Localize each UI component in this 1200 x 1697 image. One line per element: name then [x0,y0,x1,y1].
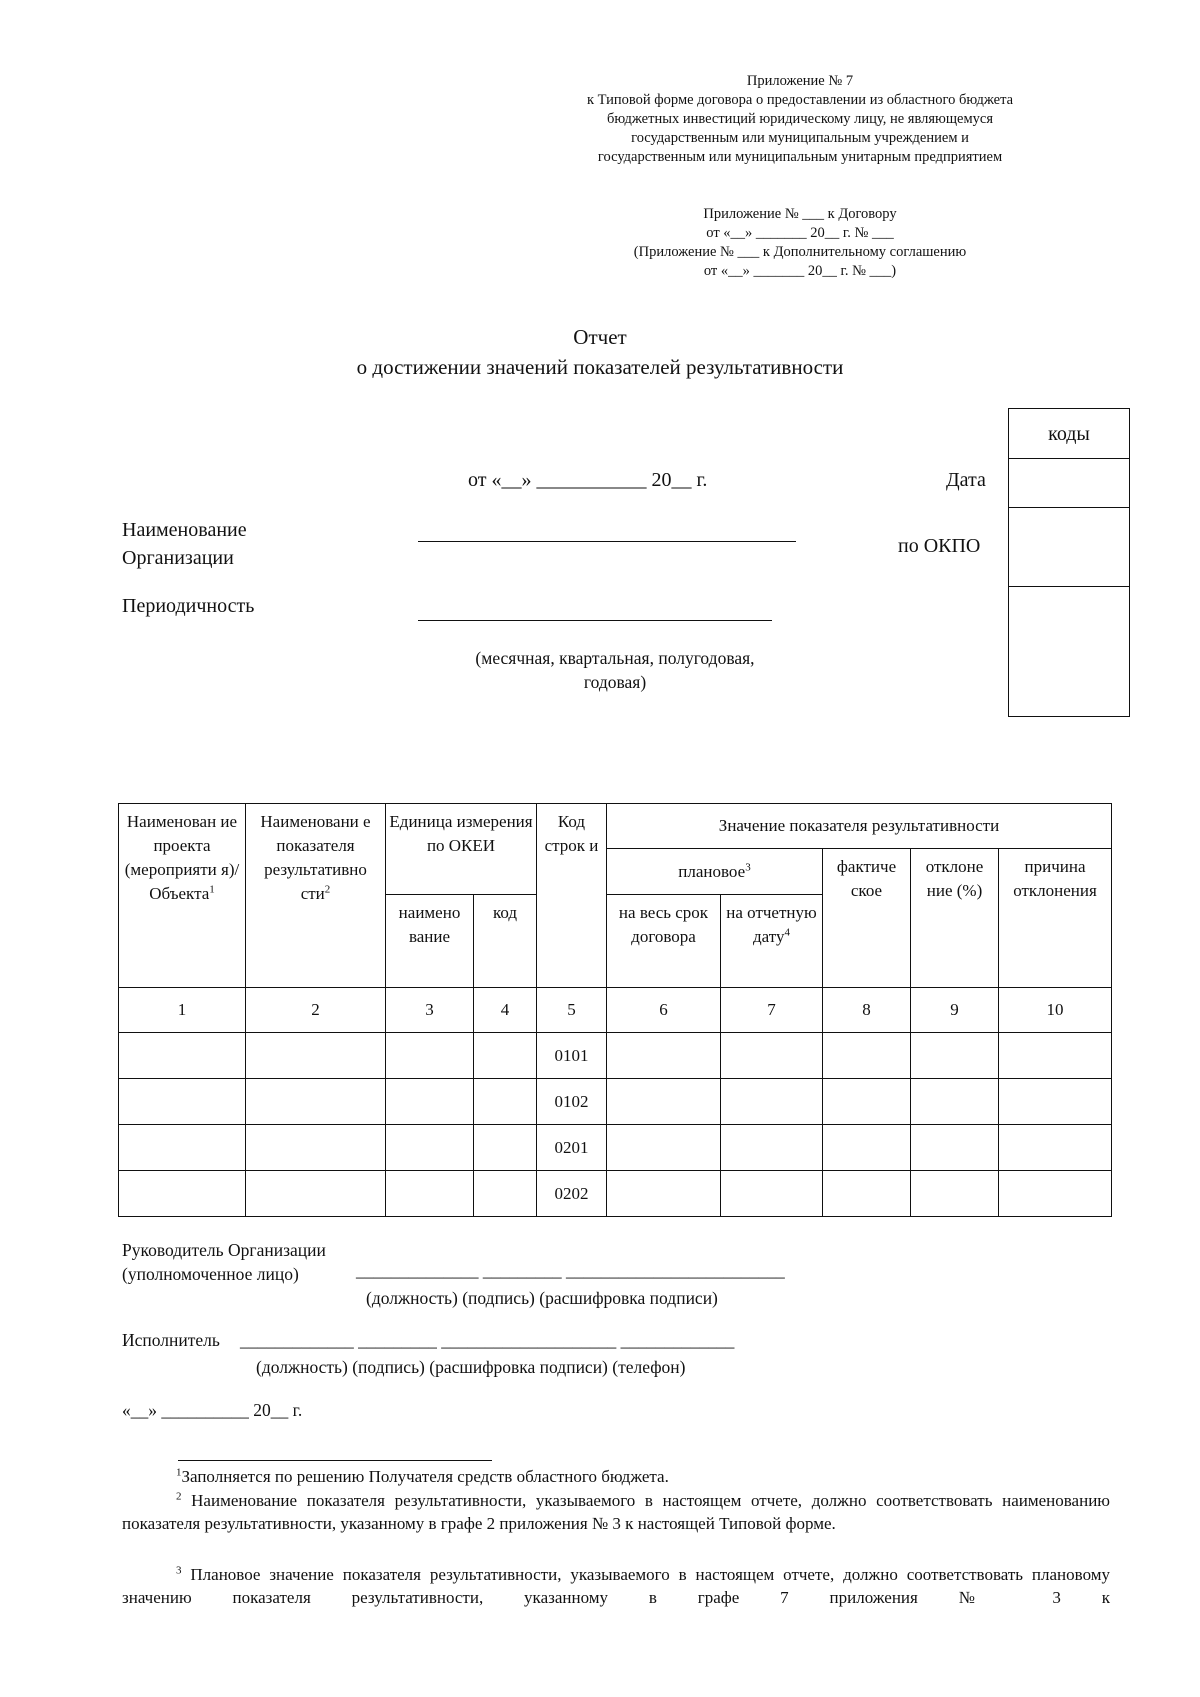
row-code: 0201 [537,1125,607,1171]
footnote-mark: 3 [176,1564,182,1577]
table-cell[interactable] [911,1033,999,1079]
table-cell[interactable] [721,1171,823,1217]
org-label-line2: Организации [122,547,234,569]
footnote-ref: 2 [324,883,331,896]
row-code: 0202 [537,1171,607,1217]
column-number: 4 [474,988,537,1033]
contract-ref-line: Приложение № ___ к Договору [703,206,897,222]
table-cell[interactable] [721,1125,823,1171]
head-label-line2: (уполномоченное лицо) [122,1264,299,1284]
periodicity-hint-line2: годовая) [583,672,647,692]
header-value: Значение показателя результативности [607,804,1112,849]
footnote-mark: 2 [176,1490,182,1503]
table-cell[interactable] [999,1125,1112,1171]
report-title-line1: Отчет [573,325,627,349]
table-cell[interactable] [823,1171,911,1217]
table-cell[interactable] [721,1033,823,1079]
report-title [300,322,900,382]
periodicity-label: Периодичность [122,595,255,617]
contract-ref-line: от «__» _______ 20__ г. № ___) [703,263,897,279]
header-reason: причина отклонения [999,849,1112,988]
table-cell[interactable] [823,1033,911,1079]
codes-header: коды [1009,409,1129,459]
footnote-ref: 3 [745,860,751,873]
executor-hint: (должность) (подпись) (расшифровка подписи) (телефон) [256,1357,686,1377]
footnote-ref: 1 [209,883,215,896]
table-cell[interactable] [246,1033,386,1079]
annex-header-line: к Типовой форме договора о предоставлении из областного бюджета [586,92,1014,108]
column-number: 8 [823,988,911,1033]
footnote-mark: 1 [176,1466,182,1479]
column-number: 3 [386,988,474,1033]
table-cell[interactable] [823,1079,911,1125]
header-row-code: Код строк и [537,804,607,988]
table-cell[interactable] [246,1171,386,1217]
row-code: 0102 [537,1079,607,1125]
table-cell[interactable] [911,1079,999,1125]
table-cell[interactable] [474,1033,537,1079]
header-unit: Единица измерения по ОКЕИ [386,804,537,895]
header-unit-name: наимено вание [386,895,474,988]
head-signature-hint: (должность) (подпись) (расшифровка подписи) [366,1288,718,1308]
date-label: Дата [946,469,986,491]
table-cell[interactable] [911,1125,999,1171]
table-row [119,1125,1112,1171]
table-cell[interactable] [607,1033,721,1079]
table-cell[interactable] [607,1171,721,1217]
footnote-1: $^1$Заполняется по решению Получателя средств областного бюджета. [176,1466,669,1486]
column-numbers-row [119,988,1112,1033]
column-number: 1 [119,988,246,1033]
table-cell[interactable] [119,1033,246,1079]
periodicity-hint [420,646,810,694]
header-planned: плановое$^3$ [607,849,823,895]
indicators-table [118,803,1112,1217]
table-cell[interactable] [474,1171,537,1217]
signature-date[interactable]: «__» __________ 20__ г. [122,1400,303,1420]
contract-ref-line: от «__» _______ 20__ г. № ___ [706,225,894,241]
date-code-cell[interactable] [1009,459,1129,508]
header-report-date: на отчетную дату$^4$ [721,895,823,988]
header-deviation: отклоне ние (%) [911,849,999,988]
table-cell[interactable] [119,1079,246,1125]
annex-header-line: государственным или муниципальным учреждением и [631,130,969,146]
column-number: 6 [607,988,721,1033]
table-cell[interactable] [999,1171,1112,1217]
executor-label: Исполнитель [122,1330,220,1350]
okpo-label: по ОКПО [898,535,981,557]
column-number: 7 [721,988,823,1033]
table-cell[interactable] [607,1125,721,1171]
periodicity-code-cell[interactable] [1009,587,1129,713]
row-code: 0101 [537,1033,607,1079]
table-cell[interactable] [119,1125,246,1171]
contract-reference [570,205,1030,281]
annex-header-line: государственным или муниципальным унитарным предприятием [597,149,1003,165]
table-cell[interactable] [386,1079,474,1125]
footnote-3: $^3$ Плановое значение показателя результативности, указываемого в настоящем отчете, должно соответствовать плановому значению показателя результативности, указанному в графе 7 приложения № 3 к [122,1564,1111,1607]
org-label-line1: Наименование [122,519,247,541]
table-cell[interactable] [119,1171,246,1217]
footnote-2: $^2$ Наименование показателя результативности, указываемого в настоящем отчете, должно соответствовать наименованию показателя результативности, указанному в графе 2 приложения № 3 к настоящей Типовой форме. [122,1490,1110,1533]
executor-blanks[interactable]: _____________ _________ ____________________ _____________ [240,1330,735,1350]
header-actual: фактиче ское [823,849,911,988]
footnote-separator [178,1460,492,1461]
periodicity-hint-line1: (месячная, квартальная, полугодовая, [475,648,755,668]
table-cell[interactable] [911,1171,999,1217]
table-cell[interactable] [823,1125,911,1171]
column-number: 10 [999,988,1112,1033]
table-cell[interactable] [246,1125,386,1171]
table-cell[interactable] [386,1125,474,1171]
column-number: 2 [246,988,386,1033]
table-cell[interactable] [721,1079,823,1125]
table-cell[interactable] [246,1079,386,1125]
report-date-line: от «__» ___________ 20__ г. [468,469,708,491]
table-row [119,1171,1112,1217]
table-cell[interactable] [386,1033,474,1079]
contract-ref-line: (Приложение № ___ к Дополнительному соглашению [633,244,967,260]
okpo-code-cell[interactable] [1009,508,1129,587]
footnote-ref: 4 [784,926,790,939]
org-label [122,516,247,572]
annex-header-line: Приложение № 7 [746,73,854,89]
report-title-line2: о достижении значений показателей результативности [356,355,844,379]
org-name-field[interactable] [418,541,796,542]
periodicity-field[interactable] [418,620,772,621]
header-project: Наименован ие проекта (мероприяти я)/Объекта$^1$ [119,804,246,988]
annex-header-line: бюджетных инвестиций юридическому лицу, не являющемуся [607,111,993,127]
table-cell[interactable] [474,1079,537,1125]
column-number: 9 [911,988,999,1033]
column-number: 5 [537,988,607,1033]
annex-header [540,72,1060,167]
table-cell[interactable] [474,1125,537,1171]
head-signature-blanks[interactable]: ______________ _________ _________________________ [356,1260,785,1280]
header-indicator: Наименовани е показателя результативно сти$^2$ [246,804,386,988]
table-cell[interactable] [999,1033,1112,1079]
header-full-term: на весь срок договора [607,895,721,988]
codes-box [1008,408,1130,717]
table-cell[interactable] [607,1079,721,1125]
table-cell[interactable] [999,1079,1112,1125]
header-unit-code: код [474,895,537,988]
table-row [119,1079,1112,1125]
table-cell[interactable] [386,1171,474,1217]
head-label-line1: Руководитель Организации [122,1240,326,1260]
table-row [119,1033,1112,1079]
head-signature-label [122,1238,326,1286]
